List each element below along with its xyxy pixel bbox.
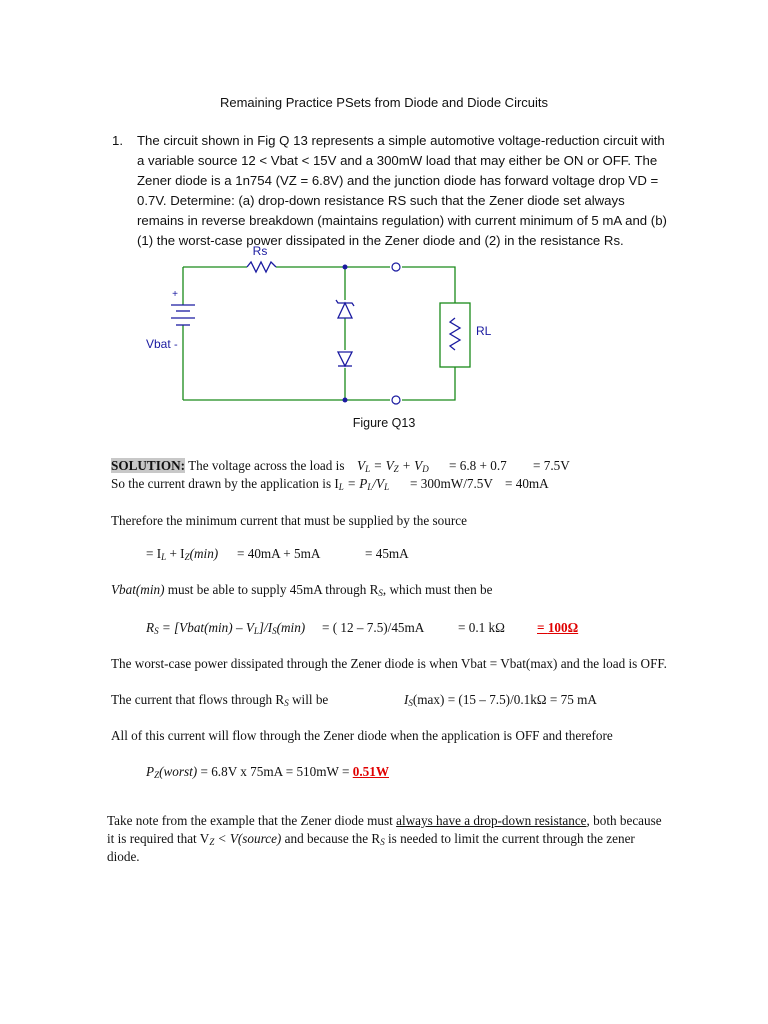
solution-answer-rs: = 100Ω (537, 620, 579, 635)
solution-line-9: All of this current will flow through the Zener diode when the application is OFF and therefore (111, 728, 613, 743)
solution-line-1-v1: = 6.8 + 0.7 (449, 458, 507, 473)
node-top (343, 265, 348, 270)
solution-line-8: The current that flows through $R_S$ will be (111, 692, 329, 708)
solution-line-6-v2: = 0.1 kΩ (458, 620, 505, 635)
battery-minus: - (174, 339, 178, 351)
vbat-label: Vbat (146, 337, 171, 351)
rs-label: Rs (252, 244, 268, 258)
terminal-bottom (392, 396, 400, 404)
figure-caption: Figure Q13 (352, 416, 416, 430)
page-title: Remaining Practice PSets from Diode and Diode Circuits (219, 95, 549, 110)
solution-line-2-v1: = 300mW/7.5V (410, 476, 493, 491)
wires (183, 267, 455, 400)
note-line-1: Take note from the example that the Zener diode must always have a drop-down resistance, both because (107, 813, 662, 828)
solution-line-4: = $I_L + I_Z(\min)$ (146, 546, 219, 562)
load-box (440, 303, 470, 367)
junction-diode-symbol (338, 352, 352, 366)
question-text: The circuit shown in Fig Q 13 represents a simple automotive voltage-reduction circuit with a variable source 12 < Vbat < 15V and a 300mW load that may either be ON or OFF. The Zener diode is a 1n754 (VZ = 6.8V) and the junction diode has forward voltage drop VD = 0.7V. Determine: (a) drop-down resistance RS such that the Zener diode set always remains in reverse breakdown (maintains regulation) with current minimum of 5 mA and (b) (1) the worst-case power dissipated in the Zener diode and (2) in the resistance Rs. (137, 133, 667, 248)
battery-symbol (171, 305, 195, 325)
note-line-2: it is required that $V_Z$ < V(source) and because the $R_S$ is needed to limit the current through the zener (107, 831, 635, 847)
solution-line-1-v2: = 7.5V (533, 458, 570, 473)
solution-line-6: $R_S$ = [Vbat(min) – $V_L]/I_S(\min)$ (146, 620, 306, 636)
solution-line-3: Therefore the minimum current that must be supplied by the source (111, 513, 467, 528)
rl-label: RL (476, 324, 492, 338)
solution-line-4-v1: = 40mA + 5mA (237, 546, 321, 561)
node-bottom (343, 398, 348, 403)
resistor-rs (247, 262, 276, 272)
solution-line-5: Vbat(min) must be able to supply 45mA through $R_S$, which must then be (111, 582, 493, 598)
solution-line-2: So the current drawn by the application is $I_L = P_L/V_L$ (111, 476, 390, 492)
zener-diode-symbol (336, 300, 354, 318)
solution-line-2-v2: = 40mA (505, 476, 549, 491)
load-resistor (450, 318, 460, 350)
solution-line-7: The worst-case power dissipated through the Zener diode is when Vbat = Vbat(max) and the load is OFF. (111, 656, 667, 671)
solution-line-1: SOLUTION: The voltage across the load is (111, 458, 345, 473)
note-line-3: diode. (107, 849, 140, 864)
wire-load-bottom (402, 367, 455, 400)
solution-answer-pz: 0.51W (352, 764, 389, 779)
solution-line-8-eq: $I_S(\max) = (15 - 7.5)/0.1k\Omega = 75$ mA (404, 692, 597, 708)
solution-line-1-eq: $V_L = V_Z + V_D$ (357, 458, 429, 474)
solution-line-10: $P_Z(worst) = 6.8V$ x 75mA = 510mW = 0.51W (146, 764, 389, 780)
battery-plus: + (172, 289, 178, 300)
solution-label: SOLUTION: (111, 458, 186, 473)
solution-line-4-v2: = 45mA (365, 546, 409, 561)
question-number: 1. (112, 133, 123, 148)
wire-load-top (402, 267, 455, 303)
terminal-top (392, 263, 400, 271)
solution-line-6-v1: = ( 12 – 7.5)/45mA (322, 620, 425, 635)
